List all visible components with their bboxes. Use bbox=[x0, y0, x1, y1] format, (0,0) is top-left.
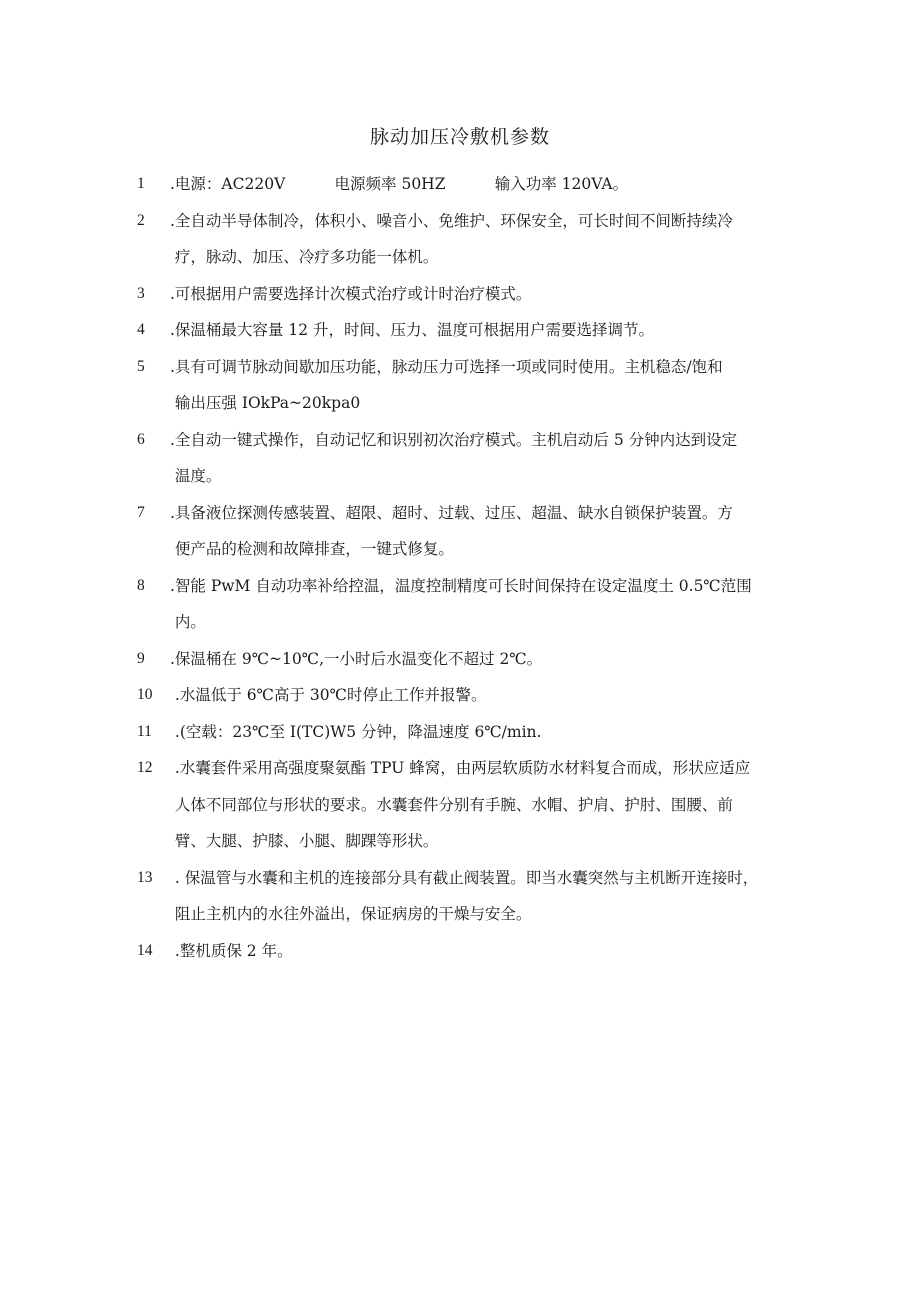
item-number: 3 bbox=[137, 284, 145, 302]
list-item bbox=[137, 677, 797, 714]
item-text bbox=[170, 860, 797, 933]
list-item bbox=[137, 568, 797, 641]
item-text bbox=[170, 641, 797, 678]
item-number: 4 bbox=[137, 321, 145, 338]
item-text-line: 内。 bbox=[170, 613, 206, 631]
item-text-line: 便产品的检测和故障排查，一键式修复。 bbox=[170, 540, 454, 558]
item-number: 9 bbox=[137, 649, 145, 667]
item-number: 11 bbox=[137, 722, 152, 740]
item-number: 8 bbox=[137, 576, 145, 594]
item-text bbox=[170, 422, 797, 495]
item-text-line: .具有可调节脉动间歇加压功能，脉动压力可选择一项或同时使用。主机稳态/饱和 bbox=[170, 357, 723, 376]
item-number: 2 bbox=[137, 211, 145, 229]
item-text-line: .水囊套件采用高强度聚氨酯 TPU 蜂窝，由两层软质防水材料复合而成，形状应适应 bbox=[170, 759, 751, 777]
item-text bbox=[170, 495, 797, 568]
item-text-line: 阻止主机内的水往外溢出，保证病房的干燥与安全。 bbox=[170, 905, 532, 923]
item-number: 6 bbox=[137, 430, 145, 448]
item-text-line: .(空载：23℃至 I(TC)W5 分钟，降温速度 6℃/min. bbox=[170, 722, 542, 741]
item-number: 7 bbox=[137, 503, 145, 521]
item-text bbox=[170, 276, 797, 313]
document-title: 脉动加压冷敷机参数 bbox=[369, 126, 550, 148]
item-text-line: .水温低于 6℃高于 30℃时停止工作并报警。 bbox=[170, 686, 487, 704]
item-text bbox=[170, 568, 797, 641]
list-item bbox=[137, 422, 797, 495]
list-item bbox=[137, 276, 797, 313]
item-text bbox=[170, 714, 797, 751]
item-text-line: .保温桶最大容量 12 升，时间、压力、温度可根据用户需要选择调节。 bbox=[170, 321, 655, 339]
item-text-line: .全自动半导体制冷，体积小、噪音小、免维护、环保安全，可长时间不间断持续冷 bbox=[170, 211, 733, 230]
item-text-line: 臂、大腿、护膝、小腿、脚踝等形状。 bbox=[170, 832, 439, 850]
item-text bbox=[170, 312, 797, 349]
item-text bbox=[170, 166, 797, 203]
list-item bbox=[137, 203, 797, 276]
item-text-line: 人体不同部位与形状的要求。水囊套件分别有手腕、水帽、护肩、护肘、围腰、前 bbox=[170, 795, 733, 814]
list-item bbox=[137, 495, 797, 568]
list-item bbox=[137, 166, 797, 203]
item-text bbox=[170, 933, 797, 970]
item-number: 10 bbox=[137, 686, 153, 703]
item-text-line: .可根据用户需要选择计次模式治疗或计时治疗模式。 bbox=[170, 284, 532, 303]
list-item bbox=[137, 641, 797, 678]
item-text-line: 温度。 bbox=[170, 467, 222, 485]
item-number: 5 bbox=[137, 357, 145, 375]
item-text bbox=[170, 203, 797, 276]
item-text-line: 输出压强 IOkPa~20kpa0 bbox=[170, 394, 361, 412]
list-item bbox=[137, 349, 797, 422]
item-number: 13 bbox=[137, 868, 153, 886]
list-item bbox=[137, 750, 797, 860]
item-text-line: .保温桶在 9℃~10℃,一小时后水温变化不超过 2℃。 bbox=[170, 649, 543, 668]
item-text-line: . 保温管与水囊和主机的连接部分具有截止阀装置。即当水囊突然与主机断开连接时， bbox=[170, 868, 759, 887]
list-item bbox=[137, 312, 797, 349]
item-text-line: .全自动一键式操作，自动记忆和识别初次治疗模式。主机启动后 5 分钟内达到设定 bbox=[170, 430, 738, 449]
list-item bbox=[137, 714, 797, 751]
item-text-line: .智能 PwM 自动功率补给控温，温度控制精度可长时间保持在设定温度土 0.5℃范围 bbox=[170, 576, 752, 595]
item-number: 14 bbox=[137, 941, 153, 959]
item-text bbox=[170, 349, 797, 422]
item-text bbox=[170, 677, 797, 714]
item-text bbox=[170, 750, 797, 860]
list-item bbox=[137, 933, 797, 970]
parameter-list bbox=[137, 166, 797, 969]
item-number: 12 bbox=[137, 759, 153, 776]
item-number: 1 bbox=[137, 175, 145, 192]
item-text-line: .具备液位探测传感装置、超限、超时、过载、过压、超温、缺水自锁保护装置。方 bbox=[170, 503, 733, 522]
item-text-line: .整机质保 2 年。 bbox=[170, 941, 293, 960]
item-text-line: .电源：AC220V 电源频率 50HZ 输入功率 120VA。 bbox=[170, 175, 629, 193]
list-item bbox=[137, 860, 797, 933]
item-text-line: 疗，脉动、加压、冷疗多功能一体机。 bbox=[170, 248, 439, 266]
